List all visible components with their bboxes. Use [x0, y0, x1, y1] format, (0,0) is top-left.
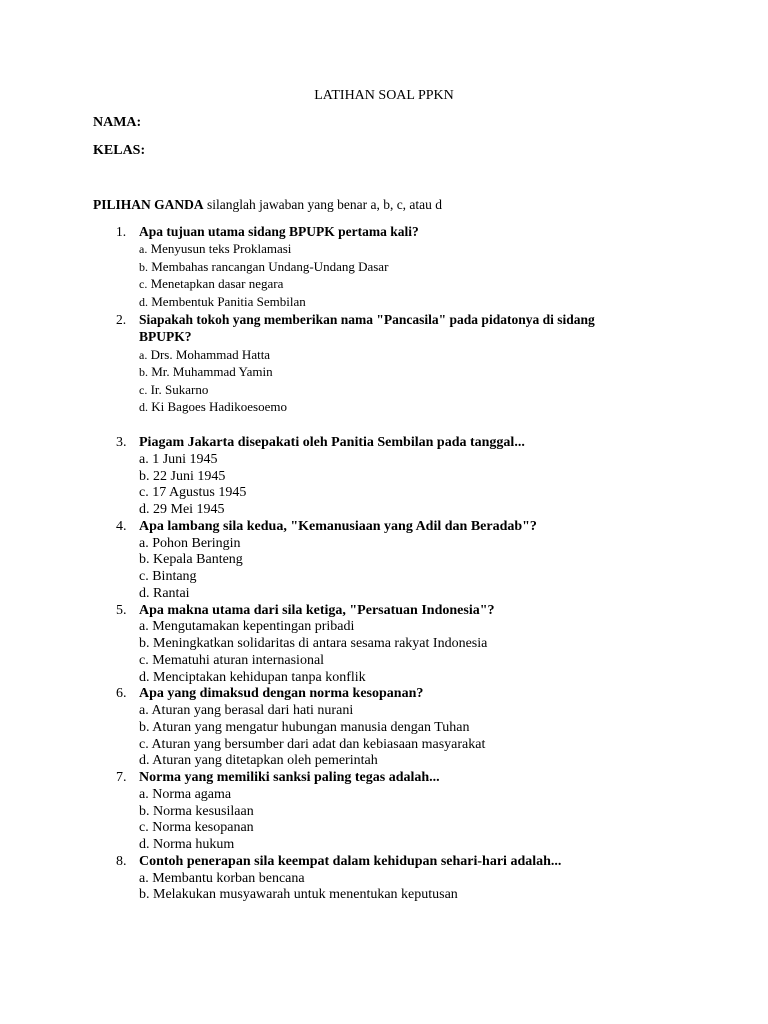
answer-option-d: [0, 837, 768, 854]
option-text: Menyusun teks Proklamasi: [147, 241, 292, 257]
instructions-text: silanglah jawaban yang benar a, b, c, atau d: [203, 197, 443, 212]
nama-label: NAMA:: [93, 115, 142, 130]
instructions: [93, 196, 442, 214]
option-text: Norma hukum: [149, 837, 235, 852]
question-number: 5.: [116, 602, 127, 618]
answer-option-a: [0, 619, 768, 636]
question-number: 1.: [116, 223, 127, 239]
option-text: Melakukan musyawarah untuk menentukan keputusan: [149, 887, 458, 903]
option-text: Mematuhi aturan internasional: [148, 652, 325, 668]
answer-option-a: [0, 871, 768, 888]
answer-option-b: [0, 258, 768, 276]
answer-option-b: [0, 636, 768, 653]
option-text: 17 Agustus 1945: [148, 485, 247, 501]
question-number: 2.: [116, 311, 127, 327]
option-letter: d.: [139, 294, 148, 309]
answer-option-d: [0, 586, 768, 603]
option-text: Menetapkan dasar negara: [147, 276, 284, 292]
option-letter: b.: [139, 887, 150, 903]
option-letter: a.: [139, 619, 149, 635]
option-text: Membantu korban bencana: [148, 870, 305, 886]
instructions-heading: PILIHAN GANDA: [93, 197, 204, 212]
question-6: [0, 686, 768, 770]
option-text: Mengutamakan kepentingan pribadi: [148, 619, 355, 635]
option-text: Membahas rancangan Undang-Undang Dasar: [148, 258, 389, 274]
answer-option-d: [0, 398, 768, 416]
option-letter: d.: [139, 669, 150, 685]
option-text: 22 Juni 1945: [149, 468, 226, 484]
question-number: 3.: [116, 435, 127, 450]
answer-option-c: [0, 653, 768, 670]
option-letter: a.: [139, 242, 148, 257]
option-letter: a.: [139, 786, 149, 802]
option-letter: a.: [139, 535, 149, 551]
question-list-continued: [0, 435, 768, 904]
option-text: Meningkatkan solidaritas di antara sesama rakyat Indonesia: [149, 636, 488, 651]
option-text: 1 Juni 1945: [148, 451, 218, 467]
answer-option-c: [0, 820, 768, 837]
question-2: [0, 311, 768, 417]
question-text-line-1: Siapakah tokoh yang memberikan nama "Pancasila" pada pidatonya di sidang: [139, 311, 595, 327]
answer-option-a: [0, 536, 768, 553]
document-title: LATIHAN SOAL PPKN: [314, 88, 454, 103]
question-text: Contoh penerapan sila keempat dalam kehidupan sehari-hari adalah...: [139, 853, 562, 869]
option-letter: d.: [139, 837, 150, 852]
option-letter: a.: [139, 451, 149, 467]
option-text: Membentuk Panitia Sembilan: [148, 293, 306, 309]
option-text: 29 Mei 1945: [149, 502, 225, 517]
option-text: Rantai: [149, 585, 190, 601]
answer-option-d: [0, 670, 768, 687]
question-7: [0, 770, 768, 854]
option-text: Aturan yang bersumber dari adat dan kebiasaan masyarakat: [148, 736, 486, 752]
option-letter: c.: [139, 736, 149, 752]
question-1: [0, 223, 768, 311]
option-text: Norma agama: [148, 786, 232, 802]
option-text: Drs. Mohammad Hatta: [147, 346, 271, 362]
option-letter: b.: [139, 552, 150, 568]
question-text: Apa makna utama dari sila ketiga, "Persatuan Indonesia"?: [139, 602, 495, 618]
option-text: Mr. Muhammad Yamin: [148, 364, 273, 380]
option-letter: d.: [139, 585, 150, 601]
question-text: Piagam Jakarta disepakati oleh Panitia Sembilan pada tanggal...: [139, 435, 525, 450]
option-text: Kepala Banteng: [149, 552, 243, 568]
option-letter: b.: [139, 365, 148, 380]
option-letter: b.: [139, 719, 150, 735]
question-4: [0, 519, 768, 603]
answer-option-b: [0, 720, 768, 737]
answer-option-c: [0, 737, 768, 754]
question-number: 7.: [116, 770, 127, 785]
answer-option-c: [0, 381, 768, 399]
option-text: Norma kesusilaan: [149, 803, 254, 819]
question-3: [0, 435, 768, 519]
answer-option-d: [0, 502, 768, 519]
option-letter: a.: [139, 870, 149, 886]
answer-option-b: [0, 469, 768, 486]
option-text: Ki Bagoes Hadikoesoemo: [148, 399, 288, 415]
kelas-label: KELAS:: [93, 143, 146, 158]
option-letter: c.: [139, 382, 148, 397]
option-letter: b.: [139, 259, 148, 274]
option-letter: c.: [139, 485, 149, 501]
option-text: Aturan yang ditetapkan oleh pemerintah: [149, 753, 378, 769]
answer-option-a: [0, 787, 768, 804]
question-text: Apa lambang sila kedua, "Kemanusiaan yang Adil dan Beradab"?: [139, 518, 537, 534]
answer-option-b: [0, 552, 768, 569]
answer-option-a: [0, 240, 768, 258]
option-letter: a.: [139, 347, 148, 362]
question-text-line-2: BPUPK?: [139, 329, 192, 345]
answer-option-c: [0, 485, 768, 502]
question-number: 8.: [116, 853, 127, 869]
option-letter: c.: [139, 569, 149, 584]
option-text: Aturan yang berasal dari hati nurani: [148, 703, 354, 718]
question-text: Norma yang memiliki sanksi paling tegas adalah...: [139, 770, 440, 785]
answer-option-b: [0, 363, 768, 381]
option-letter: b.: [139, 468, 150, 484]
answer-option-b: [0, 804, 768, 821]
answer-option-c: [0, 275, 768, 293]
answer-option-a: [0, 703, 768, 720]
option-letter: b.: [139, 803, 150, 819]
option-letter: a.: [139, 703, 149, 718]
option-letter: d.: [139, 753, 150, 769]
question-5: [0, 603, 768, 687]
answer-option-a: [0, 346, 768, 364]
option-text: Norma kesopanan: [148, 820, 254, 836]
option-text: Menciptakan kehidupan tanpa konflik: [149, 669, 366, 685]
option-text: Pohon Beringin: [148, 535, 241, 551]
answer-option-c: [0, 569, 768, 586]
answer-option-b: [0, 887, 768, 904]
answer-option-d: [0, 293, 768, 311]
question-text: Apa yang dimaksud dengan norma kesopanan?: [139, 686, 424, 702]
option-letter: c.: [139, 277, 148, 292]
option-text: Ir. Sukarno: [147, 381, 209, 397]
option-letter: d.: [139, 400, 148, 415]
option-letter: c.: [139, 652, 149, 668]
option-text: Aturan yang mengatur hubungan manusia dengan Tuhan: [149, 719, 470, 735]
option-letter: c.: [139, 820, 149, 836]
question-number: 4.: [116, 518, 127, 534]
answer-option-d: [0, 753, 768, 770]
option-letter: b.: [139, 636, 150, 651]
option-letter: d.: [139, 502, 150, 517]
question-8: [0, 854, 768, 904]
option-text: Bintang: [148, 569, 197, 584]
question-text: Apa tujuan utama sidang BPUPK pertama kali?: [139, 223, 419, 239]
question-number: 6.: [116, 686, 127, 702]
answer-option-a: [0, 452, 768, 469]
